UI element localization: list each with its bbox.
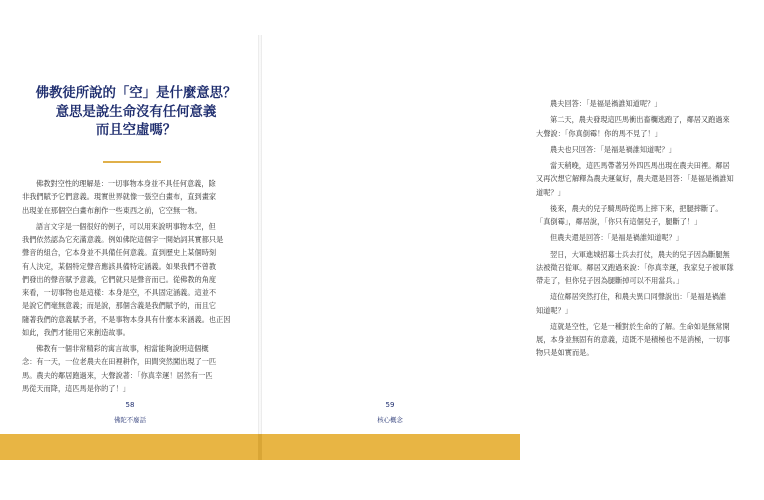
text-line: 我們依然認為它充滿意義。例如佛陀這個字一開始詞其實都只是 xyxy=(22,235,224,244)
text-line: 佛教有一個非常精彩的寓言故事，相當能夠說明這個概 xyxy=(36,344,209,353)
text-line: 農夫也只回答：「是福是禍誰知道呢？」 xyxy=(550,144,676,154)
paragraph xyxy=(536,97,764,110)
text-line: 知道呢？」 xyxy=(536,305,572,315)
text-line: 來看，一切事物也是這樣：本身是空，不具固定涵義。這並不 xyxy=(22,288,217,297)
page-number: 58 xyxy=(125,401,135,409)
title-divider xyxy=(103,161,161,163)
text-line: 「真倒霉」，鄰居說，「你只有這個兒子，腿斷了！」 xyxy=(536,217,702,226)
text-line: 有人決定，某個特定聲音應該具備特定涵義。如果我們不曾教 xyxy=(22,261,217,271)
title-line: 意思是說生命沒有任何意義 xyxy=(55,104,217,120)
text-line: 但農夫還是回答：「是福是禍誰知道呢？」 xyxy=(550,233,683,243)
paragraph xyxy=(22,177,248,217)
running-title: 核心概念 xyxy=(377,416,403,424)
text-line: 大聲說：「你真倒霉！你的馬不見了！」 xyxy=(536,128,662,138)
text-line: 物只是如實而是。 xyxy=(536,348,594,358)
page-number: 59 xyxy=(385,401,395,409)
paragraph xyxy=(536,320,764,360)
paragraph xyxy=(22,342,248,395)
paragraph xyxy=(536,290,764,317)
paragraph xyxy=(536,113,764,140)
text-line: 帶走了，但你兒子因為腿斷掉可以不用當兵。」 xyxy=(536,276,684,285)
paragraph xyxy=(536,231,764,244)
paragraph xyxy=(536,248,764,288)
text-line: 非我們賦予它們意義。現實世界就像一張空白畫布，直到畫家 xyxy=(22,192,217,202)
paragraph xyxy=(536,143,764,156)
text-line: 這就是空性，它是一種對於生命的了解。生命如是無常開 xyxy=(550,321,730,331)
paragraph xyxy=(22,220,248,339)
book-spread xyxy=(0,35,734,460)
text-line: 聲音的組合，它本身並不具備任何意義。直到歷史上某個時刻 xyxy=(22,248,217,258)
page-title xyxy=(20,85,252,141)
running-title: 佛陀不廢話 xyxy=(114,416,146,424)
text-line: 是說它們毫無意義；而是說，那個含義是我們賦予的，而且它 xyxy=(22,301,217,311)
paragraph xyxy=(536,159,764,199)
text-line: 第二天，農夫發現這匹馬衝出畜欄逃跑了，鄰居又跑過來 xyxy=(550,115,730,125)
text-line: 道呢？」 xyxy=(536,187,565,197)
text-line: 馬從天而降，這匹馬是你的了！」 xyxy=(22,383,130,393)
text-line: 展，本身並無固有的意義，這既不是積極也不是消極，一切事 xyxy=(536,335,731,344)
text-line: 當天稍晚，這匹馬帶著另外四匹馬出現在農夫田裡。鄰居 xyxy=(550,161,730,170)
book-gutter xyxy=(258,35,262,460)
title-line: 佛教徒所說的「空」是什麼意思？ xyxy=(35,86,237,101)
text-line: 出現並在那個空白畫布創作一些東西之前，它空無一物。 xyxy=(22,205,202,215)
text-line: 們發出的聲音賦予意義，它們就只是聲音而已。從佛教的角度 xyxy=(22,274,217,284)
left-body-text xyxy=(22,177,248,395)
text-line: 如此，我們才能用它來創造故事。 xyxy=(22,327,130,337)
text-line: 又再次想它解釋為農夫運氣好，農夫還是回答：「是福是禍誰知 xyxy=(536,174,734,184)
text-line: 念：有一天，一位老農夫在田裡耕作，田間突然闖出現了一匹 xyxy=(22,357,217,367)
paragraph xyxy=(536,202,764,229)
text-line: 語言文字是一個很好的例子，可以用來說明事物本空，但 xyxy=(36,221,216,231)
right-page xyxy=(260,35,734,460)
text-line: 佛教對空性的理解是：一切事物本身並不具任何意義，除 xyxy=(36,179,216,188)
text-line: 農夫回答：「是福是禍誰知道呢？」 xyxy=(550,99,662,108)
gutter-edge xyxy=(258,434,262,460)
text-line: 法被徵召從軍。鄰居又跑過來說：「你真幸運，我家兒子被軍隊 xyxy=(536,262,734,272)
text-line: 這位鄰居突然打住，和農夫異口同聲說出：「是福是禍誰 xyxy=(550,292,727,302)
text-line: 後來，農夫的兒子騎馬時從馬上摔下來，把腿摔斷了。 xyxy=(550,203,723,213)
text-line: 翌日，大軍進城招募士兵去打仗，農夫的兒子因為斷腿無 xyxy=(550,249,730,259)
text-line: 隨著我們的意義賦予者，不是事物本身具有什麼本來涵義。也正因 xyxy=(22,314,231,324)
title-line: 而且空虛嗎？ xyxy=(95,123,177,138)
right-body-text xyxy=(536,97,764,360)
text-line: 馬。農夫的鄰居跑過來，大聲說著：「你真幸運！居然有一匹 xyxy=(22,370,213,380)
left-page xyxy=(0,35,260,460)
page-edge-band xyxy=(0,434,520,460)
